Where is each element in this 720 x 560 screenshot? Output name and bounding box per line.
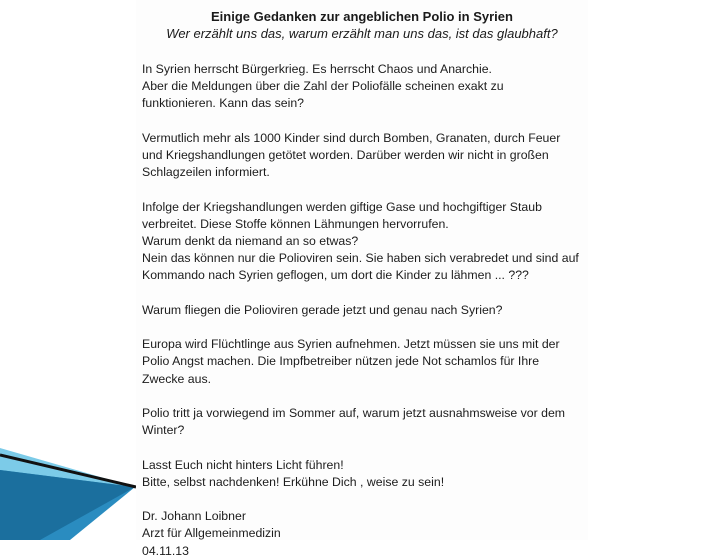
text-line: Warum denkt da niemand an so etwas? [142, 234, 359, 248]
paragraph-3 [142, 199, 582, 285]
author-title: Arzt für Allgemeinmedizin [142, 526, 281, 541]
text-line: Kommando nach Syrien geflogen, um dort die Kinder zu lähmen ... ??? [142, 268, 529, 283]
document-subtitle: Wer erzählt uns das, warum erzählt man uns das, ist das glaubhaft? [166, 26, 558, 41]
corner-shape-deep [0, 470, 135, 540]
paragraph-2 [142, 130, 582, 182]
paragraph-5 [142, 336, 582, 388]
text-line: Nein das können nur die Polioviren sein. Sie haben sich verabredet und sind auf [142, 251, 579, 266]
text-line: Polio tritt ja vorwiegend im Sommer auf, warum jetzt ausnahmsweise vor dem [142, 405, 566, 420]
corner-shape-dark [0, 458, 135, 540]
text-line: Polio Angst machen. Die Impfbetreiber nützen jede Not schamlos für Ihre [142, 354, 540, 369]
text-line: Vermutlich mehr als 1000 Kinder sind durch Bomben, Granaten, durch Feuer [142, 130, 561, 145]
text-line: Infolge der Kriegshandlungen werden giftige Gase und hochgiftiger Staub [142, 199, 542, 214]
corner-black-line [0, 455, 136, 487]
text-line: Zwecke aus. [142, 371, 212, 386]
text-line: Aber die Meldungen über die Zahl der Poliofälle scheinen exakt zu [142, 79, 504, 94]
text-line: Warum fliegen die Polioviren gerade jetzt und genau nach Syrien? [142, 302, 503, 317]
author-name: Dr. Johann Loibner [142, 509, 246, 524]
paragraph-1 [142, 61, 582, 113]
text-line: In Syrien herrscht Bürgerkrieg. Es herrscht Chaos und Anarchie. [142, 62, 492, 76]
corner-shape-light [0, 448, 135, 487]
text-line: Europa wird Flüchtlinge aus Syrien aufnehmen. Jetzt müssen sie uns mit der [142, 337, 560, 352]
text-line: Bitte, selbst nachdenken! Erkühne Dich , weise zu sein! [142, 474, 445, 489]
text-line: und Kriegshandlungen getötet worden. Darüber werden wir nicht in großen [142, 148, 549, 162]
text-line: Winter? [142, 423, 185, 438]
paragraph-6 [142, 405, 582, 439]
text-line: verbreitet. Diese Stoffe können Lähmungen hervorrufen. [142, 216, 449, 231]
document-body [142, 61, 582, 560]
document-title: Einige Gedanken zur angeblichen Polio in Syrien [211, 9, 513, 24]
signature-block [142, 508, 582, 560]
paragraph-4 [142, 302, 582, 319]
text-line: Schlagzeilen informiert. [142, 165, 270, 180]
title-block [136, 8, 588, 42]
document-date: 04.11.13 [142, 543, 189, 558]
document-page [136, 0, 588, 558]
text-line: funktionieren. Kann das sein? [142, 96, 305, 111]
text-line: Lasst Euch nicht hinters Licht führen! [142, 457, 344, 472]
paragraph-7 [142, 457, 582, 491]
